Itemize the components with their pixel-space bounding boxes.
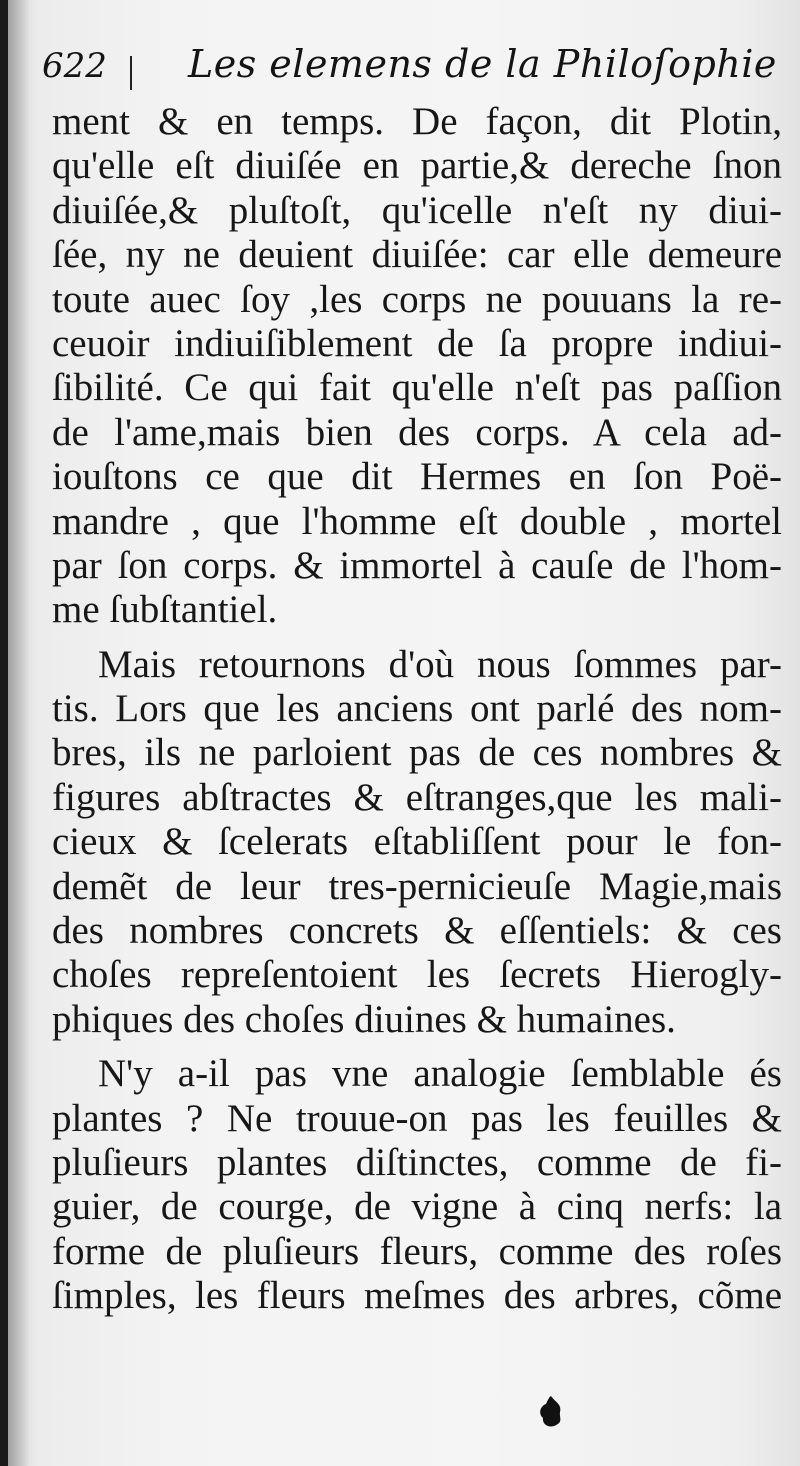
text-line: phiques des choſes diuines & humaines. <box>52 997 676 1041</box>
text-line: ment & en temps. De façon, dit Plotin, <box>52 100 782 143</box>
text-line: tis. Lors que les anciens ont parlé des nom- <box>52 687 782 731</box>
text-line: ſée, ny ne deuient diuiſée: car elle demeure <box>52 233 782 277</box>
text-line: forme de pluſieurs fleurs, comme des roſes <box>52 1229 782 1273</box>
text-line: iouſtons ce que dit Hermes en ſon Poë- <box>52 455 782 499</box>
text-line: des nombres concrets & eſſentiels: & ces <box>52 909 782 953</box>
text-line: bres, ils ne parloient pas de ces nombres & <box>52 731 782 775</box>
text-line: plantes ? Ne trouue-on pas les feuilles & <box>52 1096 782 1140</box>
page-number: 622 <box>42 46 107 86</box>
paragraph <box>52 1052 782 1318</box>
text-line: ſibilité. Ce qui fait qu'elle n'eſt pas paſſion <box>52 366 782 410</box>
ink-blot-icon <box>536 1394 566 1428</box>
text-line: ceuoir indiuiſiblement de ſa propre indiui- <box>52 321 782 365</box>
text-line: mandre , que l'homme eſt double , mortel <box>52 499 782 543</box>
paragraph-gap <box>52 633 782 643</box>
text-line: figures abſtractes & eſtranges,que les mali- <box>52 775 782 819</box>
text-line: qu'elle eſt diuiſée en partie,& dereche ſnon <box>52 144 782 188</box>
text-line: choſes repreſentoient les ſecrets Hierogly- <box>52 953 782 997</box>
body-text <box>52 100 782 1319</box>
text-line: me ſubſtantiel. <box>52 588 278 632</box>
header-divider <box>130 56 132 90</box>
text-line: N'y a-il pas vne analogie ſemblable és <box>98 1052 782 1096</box>
paragraph <box>52 643 782 1043</box>
text-line: ſimples, les fleurs meſmes des arbres, cõme <box>52 1274 782 1318</box>
page-header <box>42 42 782 98</box>
text-line: demẽt de leur tres-pernicieuſe Magie,mais <box>52 864 782 908</box>
text-line: cieux & ſcelerats eſtabliſſent pour le fon- <box>52 820 782 864</box>
text-line: Mais retournons d'où nous ſommes par- <box>98 642 782 686</box>
text-line: diuiſée,& pluſtoſt, qu'icelle n'eſt ny diui- <box>52 188 782 232</box>
paragraph-gap <box>52 1042 782 1052</box>
text-line: toute auec ſoy ,les corps ne pouuans la re- <box>52 277 782 321</box>
text-line: par ſon corps. & immortel à cauſe de l'hom- <box>52 543 782 587</box>
text-line: pluſieurs plantes diſtinctes, comme de fi- <box>52 1140 782 1184</box>
running-title: Les elemens de la Philoſophie <box>188 42 777 86</box>
binding-shadow <box>8 0 30 1466</box>
text-line: de l'ame,mais bien des corps. A cela ad- <box>52 410 782 454</box>
book-page <box>8 0 800 1466</box>
text-line: guier, de courge, de vigne à cinq nerfs: la <box>52 1185 782 1229</box>
paragraph <box>52 100 782 633</box>
